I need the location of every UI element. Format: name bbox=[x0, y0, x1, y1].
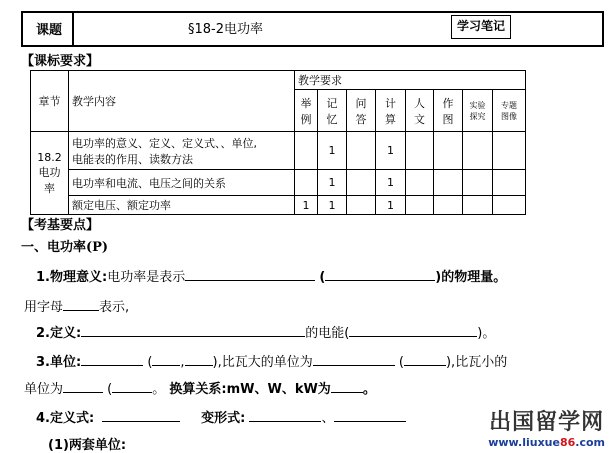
col-header-content: 教学内容 bbox=[69, 71, 295, 132]
answer-blank[interactable] bbox=[331, 380, 363, 393]
req-col-header: 记 忆 bbox=[318, 90, 347, 132]
col-header-chapter: 章节 bbox=[31, 71, 69, 132]
mark-cell bbox=[463, 196, 493, 215]
answer-blank[interactable] bbox=[63, 298, 99, 311]
fill-line-4: 3.单位: ( , ),比瓦大的单位为 ( ),比瓦小的 bbox=[36, 355, 508, 370]
answer-blank[interactable] bbox=[63, 380, 103, 393]
mark-cell bbox=[434, 132, 463, 170]
chapter-cell: 18.2 电功 率 bbox=[31, 132, 69, 215]
header-box bbox=[21, 11, 604, 47]
point-heading: 一、电功率(P) bbox=[21, 240, 109, 255]
answer-blank[interactable] bbox=[334, 409, 406, 422]
req-col-header: 举 例 bbox=[295, 90, 318, 132]
req-col-header: 问 答 bbox=[347, 90, 376, 132]
req-col-header: 专题 图像 bbox=[493, 90, 526, 132]
mark-cell bbox=[295, 132, 318, 170]
req-col-header: 实验 探究 bbox=[463, 90, 493, 132]
mark-cell: 1 bbox=[376, 132, 406, 170]
mark-cell: 1 bbox=[318, 132, 347, 170]
req-col-header: 计 算 bbox=[376, 90, 406, 132]
answer-blank[interactable] bbox=[185, 353, 213, 366]
section-title-key-points: 【考基要点】 bbox=[21, 218, 100, 233]
study-notes-box: 学习笔记 bbox=[451, 15, 511, 39]
answer-blank[interactable] bbox=[325, 268, 435, 281]
answer-blank[interactable] bbox=[112, 380, 152, 393]
mark-cell bbox=[347, 132, 376, 170]
lesson-title: §18-2电功率 bbox=[188, 22, 264, 37]
mark-cell bbox=[493, 132, 526, 170]
answer-blank[interactable] bbox=[152, 353, 180, 366]
mark-cell bbox=[295, 170, 318, 196]
answer-blank[interactable] bbox=[102, 409, 180, 422]
answer-blank[interactable] bbox=[249, 409, 321, 422]
answer-blank[interactable] bbox=[313, 353, 395, 366]
mark-cell bbox=[434, 196, 463, 215]
header-divider bbox=[72, 11, 74, 47]
mark-cell bbox=[347, 170, 376, 196]
col-header-requirements: 教学要求 bbox=[295, 71, 526, 90]
fill-line-2: 用字母 表示, bbox=[24, 300, 130, 315]
mark-cell: 1 bbox=[318, 196, 347, 215]
mark-cell bbox=[406, 196, 434, 215]
table-row bbox=[31, 196, 526, 215]
fill-line-6: 4.定义式: 变形式: 、 bbox=[36, 407, 406, 426]
mark-cell bbox=[493, 170, 526, 196]
mark-cell bbox=[463, 170, 493, 196]
requirements-table bbox=[30, 70, 526, 215]
mark-cell bbox=[434, 170, 463, 196]
content-cell: 电功率的意义、定义、定义式、、单位, 电能表的作用、读数方法 bbox=[69, 132, 295, 170]
mark-cell: 1 bbox=[376, 170, 406, 196]
mark-cell: 1 bbox=[376, 196, 406, 215]
req-col-header: 人 文 bbox=[406, 90, 434, 132]
fill-line-7: (1)两套单位: bbox=[48, 438, 127, 453]
fill-line-3: 2.定义: 的电能( )。 bbox=[36, 326, 496, 341]
answer-blank[interactable] bbox=[404, 353, 446, 366]
answer-blank[interactable] bbox=[349, 324, 477, 337]
mark-cell bbox=[347, 196, 376, 215]
answer-blank[interactable] bbox=[81, 353, 143, 366]
fill-line-5: 单位为 ( 。 换算关系:mW、W、kW为 。 bbox=[24, 382, 376, 397]
mark-cell bbox=[406, 132, 434, 170]
site-watermark: 出国留学网 www.liuxue86.com bbox=[488, 410, 605, 449]
content-cell: 额定电压、额定功率 bbox=[69, 196, 295, 215]
section-title-curriculum: 【课标要求】 bbox=[21, 54, 100, 69]
answer-blank[interactable] bbox=[185, 268, 315, 281]
req-col-header: 作 图 bbox=[434, 90, 463, 132]
content-cell: 电功率和电流、电压之间的关系 bbox=[69, 170, 295, 196]
table-row bbox=[31, 170, 526, 196]
mark-cell: 1 bbox=[318, 170, 347, 196]
mark-cell bbox=[493, 196, 526, 215]
fill-line-1: 1.物理意义:电功率是表示 ( )的物理量。 bbox=[36, 270, 507, 285]
mark-cell bbox=[463, 132, 493, 170]
answer-blank[interactable] bbox=[81, 324, 305, 337]
mark-cell: 1 bbox=[295, 196, 318, 215]
mark-cell bbox=[406, 170, 434, 196]
table-row bbox=[31, 132, 526, 170]
header-label: 课题 bbox=[36, 23, 63, 38]
